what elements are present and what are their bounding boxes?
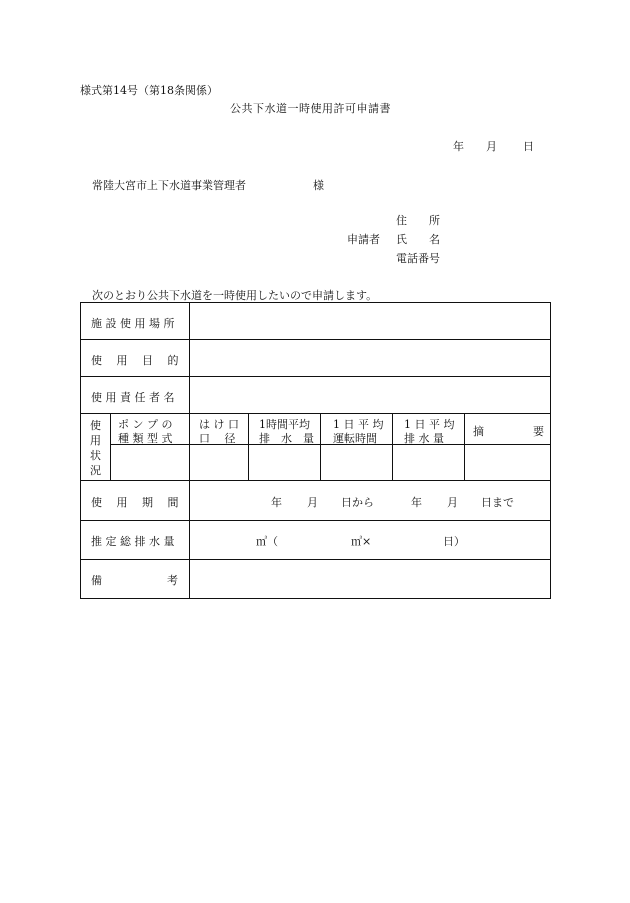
summary-header: 要 (533, 425, 544, 438)
addressee: 常陸大宮市上下水道事業管理者 (92, 179, 246, 192)
usage-column-divider (320, 413, 321, 480)
hourly-drain-header: 1時間平均 (259, 418, 310, 431)
remarks-label-right: 考 (167, 574, 178, 587)
honorific: 様 (313, 179, 324, 192)
row-divider (81, 413, 550, 414)
row-divider (81, 480, 550, 481)
label-column-divider (189, 480, 190, 598)
usage-column-divider (392, 413, 393, 480)
daily-runtime-header: 1 日 平 均 (333, 418, 384, 431)
remarks-label-left: 備 (91, 574, 102, 587)
period-to-year: 年 (411, 496, 422, 509)
row-divider (81, 559, 550, 560)
row-divider (81, 376, 550, 377)
period-from-month: 月 (307, 496, 318, 509)
usage-column-divider (189, 413, 190, 480)
estimated-volume-label: 推 定 総 排 水 量 (91, 535, 175, 548)
usage-status-char: 使 (90, 419, 101, 432)
application-table (80, 302, 551, 599)
responsible-person-label: 使 用 責 任 者 名 (91, 391, 175, 404)
daily-runtime-header: 運転時間 (333, 432, 377, 445)
applicant-address-label: 住 所 (396, 214, 440, 227)
period-to-day: 日まで (481, 496, 514, 509)
row-divider (81, 520, 550, 521)
volume-unit-2: ㎥× (351, 535, 372, 548)
daily-drain-header: 1 日 平 均 (404, 418, 455, 431)
period-from-day: 日から (341, 496, 374, 509)
label-column-divider (189, 303, 190, 413)
period-from-year: 年 (271, 496, 282, 509)
date-month-label: 月 (486, 140, 497, 153)
volume-unit-3: 日） (443, 535, 465, 548)
form-number: 様式第14号（第18条関係） (80, 84, 218, 97)
applicant-phone-label: 電話番号 (396, 252, 440, 265)
period-label: 使 用 期 間 (91, 496, 179, 509)
usage-status-char: 状 (90, 449, 101, 462)
usage-column-divider (110, 413, 111, 480)
outlet-header: は け 口 (199, 418, 239, 431)
pump-type-header: ポ ン プ の (118, 418, 173, 431)
usage-column-divider (248, 413, 249, 480)
form-title: 公共下水道一時使用許可申請書 (230, 102, 391, 115)
facility-location-label: 施 設 使 用 場 所 (91, 317, 175, 330)
outlet-header: 口 径 (199, 432, 236, 445)
date-year-label: 年 (453, 140, 464, 153)
date-day-label: 日 (523, 140, 534, 153)
usage-column-divider (464, 413, 465, 480)
pump-type-header: 種 類 型 式 (118, 432, 173, 445)
volume-unit-1: ㎥（ (256, 535, 278, 548)
row-divider (81, 339, 550, 340)
daily-drain-header: 排 水 量 (404, 432, 444, 445)
intro-text: 次のとおり公共下水道を一時使用したいので申請します。 (92, 289, 378, 302)
usage-header-divider (110, 444, 550, 445)
applicant-label: 申請者 (347, 233, 380, 246)
usage-status-char: 用 (90, 434, 101, 447)
usage-status-char: 況 (90, 464, 101, 477)
summary-header: 摘 (473, 425, 484, 438)
hourly-drain-header: 排 水 量 (259, 432, 314, 445)
purpose-label: 使 用 目 的 (91, 354, 179, 367)
applicant-name-label: 氏 名 (396, 233, 440, 246)
period-to-month: 月 (447, 496, 458, 509)
